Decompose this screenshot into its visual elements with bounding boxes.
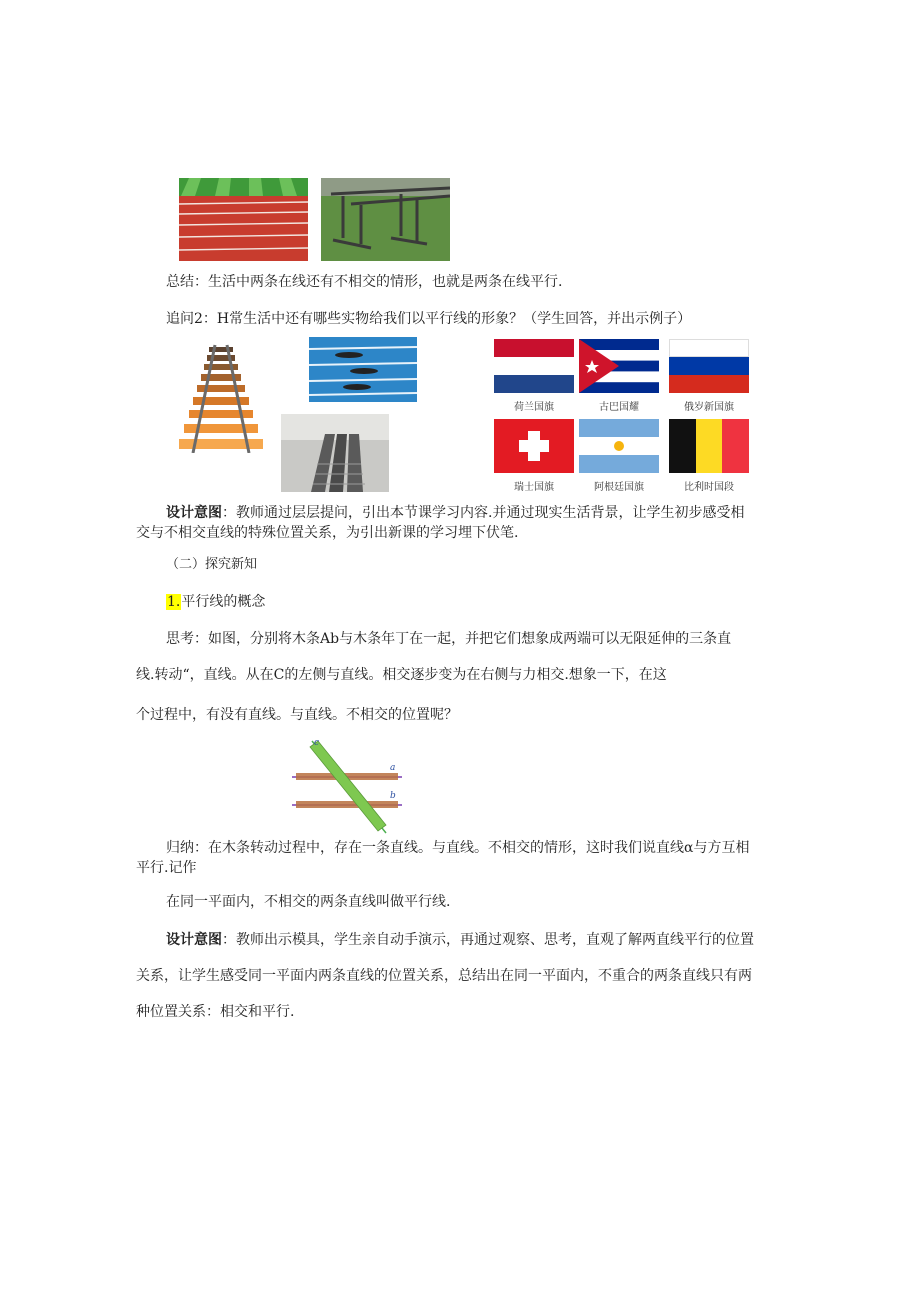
- conclusion-line1: 归纳：在木条转动过程中，存在一条直线。与直线。不相交的情形，这时我们说直线α与方互相: [166, 840, 750, 856]
- summary-text: 总结：生活中两条在线还有不相交的情形，也就是两条在线平行.: [166, 274, 563, 290]
- belgium-flag: [669, 419, 749, 473]
- parallel-lines-diagram: [290, 737, 410, 837]
- line-label-b: b: [390, 791, 396, 801]
- flag-caption-belgium: 比利时国段: [684, 482, 734, 493]
- think-line1: 思考：如图，分别将木条Ab与木条年丁在一起，并把它们想象成两端可以无限延伸的三条直: [166, 631, 732, 647]
- subsection-number: 1.: [167, 594, 181, 610]
- design-intent-label: 设计意图: [166, 505, 222, 521]
- swimming-pool-photo: [309, 337, 417, 402]
- flag-caption-cuba: 古巴国耀: [599, 402, 639, 413]
- design-intent-2-line2: 关系，让学生感受同一平面内两条直线的位置关系，总结出在同一平面内，不重合的两条直线只有两: [136, 968, 752, 984]
- switzerland-flag: [494, 419, 574, 473]
- design-intent-1-line2: 交与不相交直线的特殊位置关系，为引出新课的学习埋下伏笔.: [136, 525, 519, 541]
- running-track-photo: [179, 178, 308, 261]
- definition-text: 在同一平面内，不相交的两条直线叫做平行线.: [166, 894, 451, 910]
- design-intent-1-line1: 设计意图：教师通过层层提问，引出本节课学习内容.并通过现实生活背景，让学生初步感受相: [166, 505, 745, 521]
- netherlands-flag: [494, 339, 574, 393]
- conclusion-line2: 平行.记作: [136, 860, 197, 876]
- think-line2: 线.转动“，直线。从在C的左侧与直线。相交逐步变为在右侧与力相交.想象一下，在这: [136, 667, 667, 683]
- line-label-a: a: [390, 763, 396, 773]
- cuba-flag: [579, 339, 659, 393]
- design-intent-2-line1: 设计意图：教师出示模具，学生亲自动手演示，再通过观察、思考，直观了解两直线平行的位置: [166, 932, 754, 948]
- design-intent-2-line3: 种位置关系：相交和平行.: [136, 1004, 295, 1020]
- flag-caption-switzerland: 瑞士国旗: [514, 482, 554, 493]
- think-line3: 个过程中，有没有直线。与直线。不相交的位置呢？: [136, 707, 458, 723]
- parallel-bars-photo: [321, 178, 450, 261]
- subsection-heading: [166, 592, 265, 612]
- russia-flag: [669, 339, 749, 393]
- line-label-c: c: [314, 738, 320, 748]
- flag-caption-argentina: 阿根廷国旗: [594, 482, 644, 493]
- railway-track-image: [175, 343, 267, 453]
- followup-question: 追问2：H常生活中还有哪些实物给我们以平行线的形象？（学生回答，并出示例子）: [166, 311, 692, 327]
- subsection-title: 平行线的概念: [181, 594, 266, 610]
- flag-caption-russia: 俄岁新国旗: [684, 402, 734, 413]
- argentina-flag: [579, 419, 659, 473]
- section-title: （二）探究新知: [166, 557, 258, 572]
- flag-caption-netherlands: 荷兰国旗: [514, 402, 554, 413]
- design-intent-label-2: 设计意图: [166, 932, 222, 948]
- escalator-photo: [281, 414, 389, 492]
